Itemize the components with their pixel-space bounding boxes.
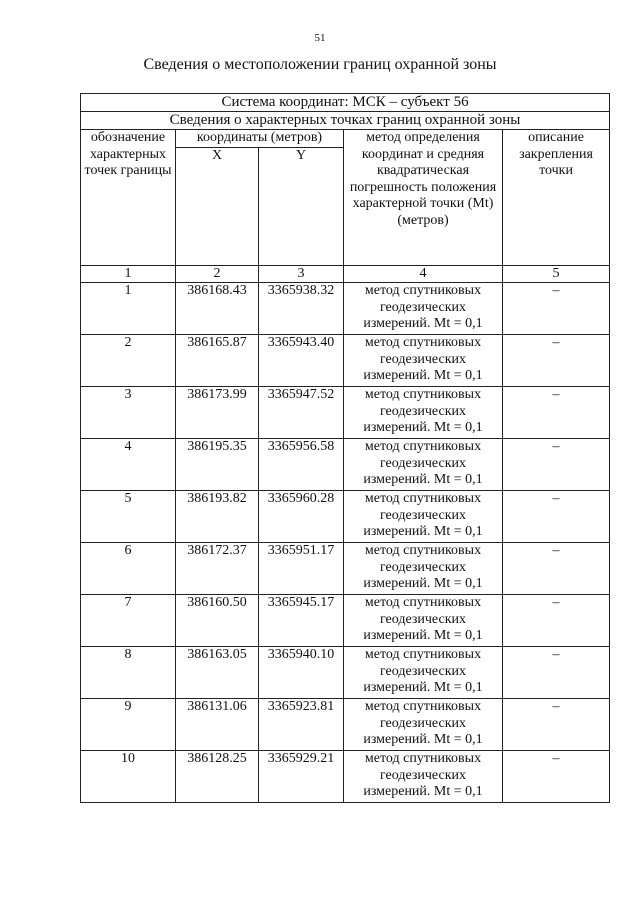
header-description: описание закрепления точки	[503, 130, 610, 266]
header-row	[81, 130, 610, 148]
point-cell: 5	[81, 491, 176, 543]
coord-system-row	[81, 94, 610, 112]
point-cell: 8	[81, 647, 176, 699]
section-title-row	[81, 112, 610, 130]
description-cell: –	[503, 387, 610, 439]
y-coordinate-cell: 3365951.17	[259, 543, 344, 595]
table-row	[81, 491, 610, 543]
x-coordinate-cell: 386165.87	[176, 335, 259, 387]
table-row	[81, 335, 610, 387]
coordinates-table	[80, 93, 610, 803]
header-x: X	[176, 147, 259, 265]
x-coordinate-cell: 386163.05	[176, 647, 259, 699]
table-row	[81, 283, 610, 335]
method-cell: метод спутниковых геодезических измерений. Mt = 0,1	[344, 335, 503, 387]
description-cell: –	[503, 335, 610, 387]
point-cell: 1	[81, 283, 176, 335]
document-title: Сведения о местоположении границ охранной зоны	[143, 56, 497, 73]
column-numbers-row	[81, 265, 610, 283]
table-row	[81, 387, 610, 439]
y-coordinate-cell: 3365943.40	[259, 335, 344, 387]
method-cell: метод спутниковых геодезических измерений. Mt = 0,1	[344, 595, 503, 647]
y-coordinate-cell: 3365956.58	[259, 439, 344, 491]
description-cell: –	[503, 543, 610, 595]
method-cell: метод спутниковых геодезических измерений. Mt = 0,1	[344, 283, 503, 335]
method-cell: метод спутниковых геодезических измерений. Mt = 0,1	[344, 387, 503, 439]
column-number: 3	[259, 265, 344, 283]
column-number: 4	[344, 265, 503, 283]
y-coordinate-cell: 3365923.81	[259, 699, 344, 751]
y-coordinate-cell: 3365940.10	[259, 647, 344, 699]
header-method: метод определения координат и средняя квадратическая погрешность положения характерной точки (Mt) (метров)	[344, 130, 503, 266]
column-number: 1	[81, 265, 176, 283]
table-row	[81, 699, 610, 751]
point-cell: 2	[81, 335, 176, 387]
point-cell: 9	[81, 699, 176, 751]
point-cell: 7	[81, 595, 176, 647]
page-number: 51	[314, 32, 326, 44]
header-y: Y	[259, 147, 344, 265]
method-cell: метод спутниковых геодезических измерений. Mt = 0,1	[344, 491, 503, 543]
x-coordinate-cell: 386128.25	[176, 751, 259, 803]
section-title-cell: Сведения о характерных точках границ охранной зоны	[81, 112, 610, 130]
description-cell: –	[503, 751, 610, 803]
y-coordinate-cell: 3365938.32	[259, 283, 344, 335]
description-cell: –	[503, 283, 610, 335]
point-cell: 10	[81, 751, 176, 803]
column-number: 2	[176, 265, 259, 283]
column-number: 5	[503, 265, 610, 283]
description-cell: –	[503, 699, 610, 751]
y-coordinate-cell: 3365947.52	[259, 387, 344, 439]
table-row	[81, 543, 610, 595]
description-cell: –	[503, 647, 610, 699]
table-row	[81, 647, 610, 699]
coord-system-cell: Система координат: МСК – субъект 56	[81, 94, 610, 112]
x-coordinate-cell: 386168.43	[176, 283, 259, 335]
x-coordinate-cell: 386160.50	[176, 595, 259, 647]
table-row	[81, 439, 610, 491]
description-cell: –	[503, 491, 610, 543]
y-coordinate-cell: 3365960.28	[259, 491, 344, 543]
description-cell: –	[503, 439, 610, 491]
method-cell: метод спутниковых геодезических измерений. Mt = 0,1	[344, 699, 503, 751]
method-cell: метод спутниковых геодезических измерений. Mt = 0,1	[344, 647, 503, 699]
x-coordinate-cell: 386195.35	[176, 439, 259, 491]
method-cell: метод спутниковых геодезических измерений. Mt = 0,1	[344, 751, 503, 803]
y-coordinate-cell: 3365945.17	[259, 595, 344, 647]
point-cell: 6	[81, 543, 176, 595]
point-cell: 4	[81, 439, 176, 491]
x-coordinate-cell: 386173.99	[176, 387, 259, 439]
x-coordinate-cell: 386131.06	[176, 699, 259, 751]
y-coordinate-cell: 3365929.21	[259, 751, 344, 803]
x-coordinate-cell: 386172.37	[176, 543, 259, 595]
header-point-designation: обозначение характерных точек границы	[81, 130, 176, 266]
point-cell: 3	[81, 387, 176, 439]
table-row	[81, 595, 610, 647]
header-coordinates: координаты (метров)	[176, 130, 344, 148]
table-row	[81, 751, 610, 803]
description-cell: –	[503, 595, 610, 647]
method-cell: метод спутниковых геодезических измерений. Mt = 0,1	[344, 439, 503, 491]
x-coordinate-cell: 386193.82	[176, 491, 259, 543]
method-cell: метод спутниковых геодезических измерений. Mt = 0,1	[344, 543, 503, 595]
